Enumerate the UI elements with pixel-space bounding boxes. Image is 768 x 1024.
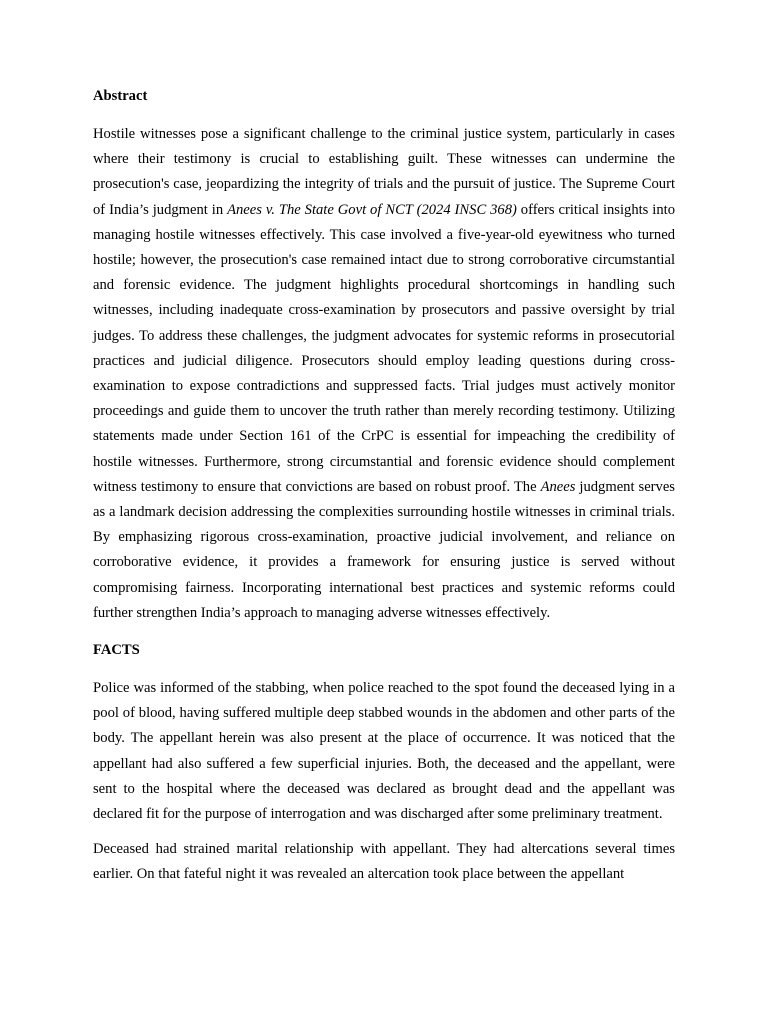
facts-heading: FACTS — [93, 642, 140, 659]
case-citation: Anees v. The State Govt of NCT (2024 INSC 368) — [227, 201, 517, 218]
abstract-text-part1: Hostile witnesses pose a significant challenge to the criminal justice system, particularly in cases where their testimony is crucial to establishing guilt. These witnesses can undermine the prosecution's case, jeopardizing the integrity of trials and the pursuit of justice. The Supreme Court of India’s judgment in — [93, 126, 675, 218]
abstract-text-part3: judgment serves as a landmark decision addressing the complexities surrounding hostile witnesses in criminal trials. By emphasizing rigorous cross-examination, proactive judicial involvement, and reliance on corroborative evidence, it provides a framework for ensuring justice is served without compromising fairness. Incorporating international best practices and systemic reforms could further strengthen India’s approach to managing adverse witnesses effectively. — [93, 478, 675, 621]
facts-paragraph-1: Police was informed of the stabbing, when police reached to the spot found the deceased lying in a pool of blood, having suffered multiple deep stabbed wounds in the abdomen and other parts of the body. The appellant herein was also present at the place of occurrence. It was noticed that the appellant had also suffered a few superficial injuries. Both, the deceased and the appellant, were sent to the hospital where the deceased was declared as brought dead and the appellant was declared fit for the purpose of interrogation and was discharged after some preliminary treatment. — [93, 680, 675, 823]
abstract-heading: Abstract — [93, 88, 148, 104]
abstract-paragraph — [93, 122, 675, 626]
abstract-text-part2: offers critical insights into managing hostile witnesses effectively. This case involved a five-year-old eyewitness who turned hostile; however, the prosecution's case remained intact due to strong corroborative circumstantial and forensic evidence. The judgment highlights procedural shortcomings in handling such witnesses, including inadequate cross-examination by prosecutors and passive oversight by trial judges. To address these challenges, the judgment advocates for systemic reforms in prosecutorial practices and judicial diligence. Prosecutors should employ leading questions during cross-examination to expose contradictions and suppressed facts. Trial judges must actively monitor proceedings and guide them to uncover the truth rather than merely recording testimony. Utilizing statements made under Section 161 of the CrPC is essential for impeaching the credibility of hostile witnesses. Furthermore, strong circumstantial and forensic evidence should complement witness testimony to ensure that convictions are based on robust proof. The — [93, 201, 675, 495]
case-name: Anees — [540, 478, 576, 495]
facts-paragraph-2: Deceased had strained marital relationship with appellant. They had altercations several times earlier. On that fateful night it was revealed an altercation took place between the appellant — [93, 841, 675, 883]
